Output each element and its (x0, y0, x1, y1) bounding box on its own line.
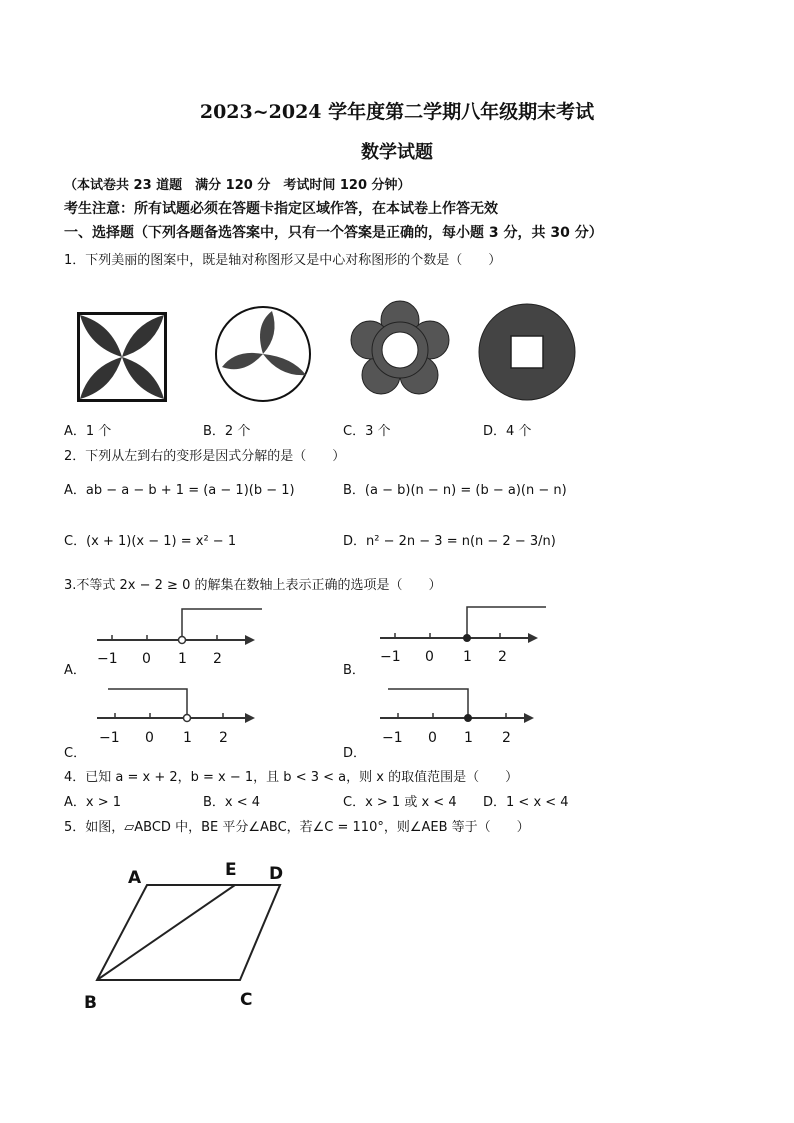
q2-option-b[interactable]: B．(a − b)(n − n) = (b − a)(n − n) (343, 483, 567, 498)
exam-notice: 考生注意：所有试题必须在答题卡指定区域作答，在本试卷上作答无效 (64, 201, 498, 217)
vertex-label-d: D (269, 864, 284, 884)
question-2-stem: 2．下列从左到右的变形是因式分解的是（ ） (64, 449, 346, 464)
tick-label: −1 (99, 730, 120, 746)
tick-label: 0 (428, 730, 437, 746)
figure-circle-three-blades (214, 305, 312, 403)
figure-parallelogram-abcd (80, 855, 300, 1025)
question-1-stem: 1．下列美丽的图案中，既是轴对称图形又是中心对称图形的个数是（ ） (64, 253, 502, 268)
tick-label: 0 (145, 730, 154, 746)
exam-subtitle: 数学试题 (361, 142, 433, 163)
tick-label: 2 (498, 649, 507, 665)
vertex-label-c: C (240, 990, 253, 1010)
tick-label: 0 (142, 651, 151, 667)
q1-option-b[interactable]: B．2 个 (203, 424, 251, 439)
tick-label: 2 (213, 651, 222, 667)
vertex-label-b: B (84, 993, 97, 1013)
q3-option-c-letter[interactable]: C． (64, 746, 87, 761)
tick-label: 1 (183, 730, 192, 746)
tick-label: 1 (464, 730, 473, 746)
vertex-label-e: E (225, 860, 237, 880)
q3-option-a-number-line (95, 605, 265, 670)
tick-label: 2 (502, 730, 511, 746)
vertex-label-a: A (128, 868, 142, 888)
q2-option-c[interactable]: C．(x + 1)(x − 1) = x² − 1 (64, 534, 237, 549)
q3-option-d-number-line (378, 685, 548, 750)
q4-option-a[interactable]: A．x > 1 (64, 795, 122, 810)
q1-option-a[interactable]: A．1 个 (64, 424, 112, 439)
tick-label: 1 (178, 651, 187, 667)
q4-option-d[interactable]: D．1 < x < 4 (483, 795, 569, 810)
q2-option-d[interactable]: D．n² − 2n − 3 = n(n − 2 − 3/n) (343, 534, 556, 549)
tick-label: 1 (463, 649, 472, 665)
q4-option-b[interactable]: B．x < 4 (203, 795, 261, 810)
exam-info: （本试卷共 23 道题 满分 120 分 考试时间 120 分钟） (64, 178, 411, 193)
figure-coin (478, 303, 576, 401)
exam-title: 2023~2024 学年度第二学期八年级期末考试 (199, 101, 595, 123)
section-heading: 一、选择题（下列各题备选答案中，只有一个答案是正确的，每小题 3 分，共 30 分） (64, 225, 603, 241)
tick-label: 0 (425, 649, 434, 665)
q2-option-a[interactable]: A．ab − a − b + 1 = (a − 1)(b − 1) (64, 483, 295, 498)
q4-option-c[interactable]: C．x > 1 或 x < 4 (343, 795, 457, 810)
q3-option-b-letter[interactable]: B． (343, 663, 365, 678)
q3-option-b-number-line (378, 603, 548, 668)
q1-option-c[interactable]: C．3 个 (343, 424, 391, 439)
q3-option-d-letter[interactable]: D． (343, 746, 367, 761)
figure-flower (352, 300, 448, 400)
question-4-stem: 4．已知 a = x + 2，b = x − 1，且 b < 3 < a，则 x 的取值范围是（ ） (64, 770, 519, 785)
question-3-stem: 3.不等式 2x − 2 ≥ 0 的解集在数轴上表示正确的选项是（ ） (64, 578, 442, 593)
question-5-stem: 5．如图，▱ABCD 中，BE 平分∠ABC，若∠C = 110°，则∠AEB 等于（ ） (64, 820, 530, 835)
tick-label: −1 (382, 730, 403, 746)
tick-label: −1 (97, 651, 118, 667)
figure-square-petals (77, 312, 167, 402)
q1-option-d[interactable]: D．4 个 (483, 424, 532, 439)
tick-label: −1 (380, 649, 401, 665)
q3-option-a-letter[interactable]: A． (64, 663, 86, 678)
q3-option-c-number-line (95, 685, 265, 750)
tick-label: 2 (219, 730, 228, 746)
